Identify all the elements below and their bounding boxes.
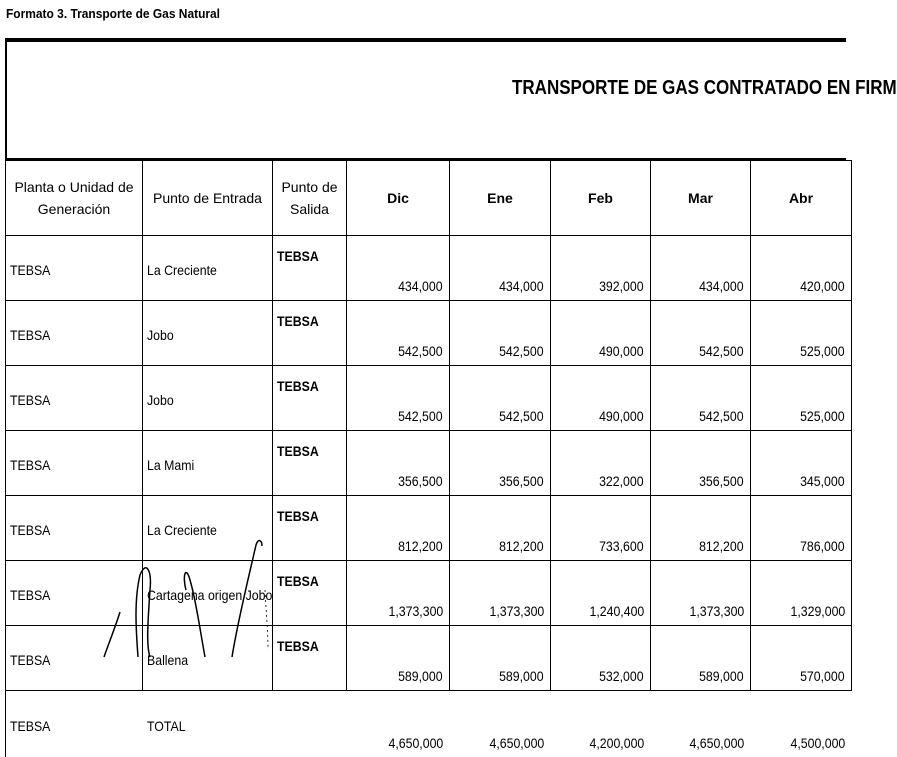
cell-value xyxy=(751,301,852,366)
cell-value xyxy=(651,496,751,561)
cell-value xyxy=(450,626,551,691)
total-empty xyxy=(273,691,347,757)
cell-value xyxy=(651,366,751,431)
total-value xyxy=(751,691,852,757)
cell-value xyxy=(450,366,551,431)
cell-planta xyxy=(6,236,143,301)
cell-value xyxy=(751,496,852,561)
cell-value-text: 542,500 xyxy=(499,343,544,359)
total-planta-text: TEBSA xyxy=(10,718,50,734)
cell-planta xyxy=(6,496,143,561)
cell-value-text: 589,000 xyxy=(699,668,744,684)
table-row xyxy=(6,431,852,496)
cell-value xyxy=(347,301,450,366)
cell-value-text: 1,240,400 xyxy=(589,603,644,619)
cell-planta xyxy=(6,431,143,496)
total-planta xyxy=(6,691,143,757)
cell-value-text: 589,000 xyxy=(499,668,544,684)
cell-value-text: 542,500 xyxy=(499,408,544,424)
table-row xyxy=(6,561,852,626)
cell-value-text: 589,000 xyxy=(398,668,443,684)
cell-value xyxy=(347,236,450,301)
cell-value-text: 570,000 xyxy=(800,668,845,684)
header-dic: Dic xyxy=(347,161,450,236)
cell-salida xyxy=(273,366,347,431)
header-entrada: Punto de Entrada xyxy=(143,161,273,236)
cell-entrada-text: Cartagena origen Jobo xyxy=(147,587,272,603)
header-ene: Ene xyxy=(450,161,551,236)
cell-value xyxy=(347,626,450,691)
cell-value-text: 1,373,300 xyxy=(489,603,544,619)
header-abr: Abr xyxy=(751,161,852,236)
cell-value xyxy=(551,626,651,691)
cell-value xyxy=(651,236,751,301)
total-value-text: 4,650,000 xyxy=(388,735,443,751)
cell-value xyxy=(751,366,852,431)
cell-salida xyxy=(273,301,347,366)
cell-entrada-text: Ballena xyxy=(147,652,188,668)
cell-entrada xyxy=(143,236,273,301)
cell-value xyxy=(751,626,852,691)
cell-salida-text: TEBSA xyxy=(277,638,319,654)
cell-value-text: 525,000 xyxy=(800,343,845,359)
total-value xyxy=(347,691,450,757)
cell-value-text: 345,000 xyxy=(800,473,845,489)
table-row xyxy=(6,236,852,301)
cell-value-text: 542,500 xyxy=(699,343,744,359)
cell-value xyxy=(651,431,751,496)
cell-salida-text: TEBSA xyxy=(277,508,319,524)
cell-salida-text: TEBSA xyxy=(277,378,319,394)
header-row xyxy=(6,161,852,236)
cell-planta xyxy=(6,626,143,691)
cell-salida xyxy=(273,431,347,496)
cell-value-text: 434,000 xyxy=(499,278,544,294)
header-mar: Mar xyxy=(651,161,751,236)
cell-value-text: 786,000 xyxy=(800,538,845,554)
total-label xyxy=(143,691,273,757)
cell-entrada xyxy=(143,301,273,366)
cell-value xyxy=(347,561,450,626)
total-value xyxy=(651,691,751,757)
cell-value-text: 812,200 xyxy=(699,538,744,554)
cell-planta-text: TEBSA xyxy=(10,587,50,603)
cell-value xyxy=(651,301,751,366)
cell-salida-text: TEBSA xyxy=(277,313,319,329)
cell-value-text: 1,329,000 xyxy=(790,603,845,619)
cell-value-text: 1,373,300 xyxy=(388,603,443,619)
cell-salida xyxy=(273,236,347,301)
cell-planta xyxy=(6,366,143,431)
cell-value xyxy=(450,496,551,561)
total-value xyxy=(450,691,551,757)
cell-salida-text: TEBSA xyxy=(277,443,319,459)
total-label-text: TOTAL xyxy=(147,718,186,734)
cell-value-text: 434,000 xyxy=(699,278,744,294)
cell-value xyxy=(551,561,651,626)
cell-value-text: 420,000 xyxy=(800,278,845,294)
total-value-text: 4,650,000 xyxy=(489,735,544,751)
cell-value-text: 356,500 xyxy=(699,473,744,489)
cell-salida xyxy=(273,626,347,691)
cell-entrada-text: Jobo xyxy=(147,327,174,343)
cell-value-text: 1,373,300 xyxy=(689,603,744,619)
cell-value-text: 322,000 xyxy=(599,473,644,489)
cell-value xyxy=(347,431,450,496)
cell-planta xyxy=(6,301,143,366)
cell-planta-text: TEBSA xyxy=(10,457,50,473)
cell-salida xyxy=(273,496,347,561)
cell-value-text: 392,000 xyxy=(599,278,644,294)
cell-planta-text: TEBSA xyxy=(10,262,50,278)
gas-transport-table xyxy=(5,160,852,757)
header-feb: Feb xyxy=(551,161,651,236)
cell-entrada xyxy=(143,431,273,496)
cell-value xyxy=(751,431,852,496)
cell-value-text: 356,500 xyxy=(398,473,443,489)
cell-value xyxy=(450,431,551,496)
cell-entrada-text: La Creciente xyxy=(147,522,217,538)
cell-value-text: 356,500 xyxy=(499,473,544,489)
cell-salida-text: TEBSA xyxy=(277,248,319,264)
total-value-text: 4,200,000 xyxy=(589,735,644,751)
cell-entrada xyxy=(143,626,273,691)
cell-planta-text: TEBSA xyxy=(10,652,50,668)
cell-value xyxy=(450,301,551,366)
total-row xyxy=(6,691,852,757)
cell-value-text: 532,000 xyxy=(599,668,644,684)
cell-entrada xyxy=(143,496,273,561)
cell-planta-text: TEBSA xyxy=(10,522,50,538)
cell-entrada-text: Jobo xyxy=(147,392,174,408)
cell-planta-text: TEBSA xyxy=(10,392,50,408)
cell-salida-text: TEBSA xyxy=(277,573,319,589)
cell-value-text: 542,500 xyxy=(398,343,443,359)
document-title: Formato 3. Transporte de Gas Natural xyxy=(6,6,220,21)
total-value-text: 4,500,000 xyxy=(790,735,845,751)
cell-value xyxy=(450,561,551,626)
cell-planta-text: TEBSA xyxy=(10,327,50,343)
header-planta: Planta o Unidad de Generación xyxy=(6,161,143,236)
cell-value-text: 812,200 xyxy=(499,538,544,554)
cell-value-text: 490,000 xyxy=(599,343,644,359)
table-row xyxy=(6,301,852,366)
cell-value xyxy=(651,626,751,691)
cell-value-text: 542,500 xyxy=(699,408,744,424)
table-row xyxy=(6,496,852,561)
cell-value xyxy=(450,236,551,301)
total-value-text: 4,650,000 xyxy=(689,735,744,751)
table-row xyxy=(6,626,852,691)
cell-value xyxy=(347,496,450,561)
cell-planta xyxy=(6,561,143,626)
table-row xyxy=(6,366,852,431)
cell-entrada-text: La Mami xyxy=(147,457,194,473)
cell-value xyxy=(651,561,751,626)
cell-entrada-text: La Creciente xyxy=(147,262,217,278)
total-value xyxy=(551,691,651,757)
cell-value xyxy=(551,236,651,301)
cell-value xyxy=(551,301,651,366)
cell-value-text: 525,000 xyxy=(800,408,845,424)
section-banner: TRANSPORTE DE GAS CONTRATADO EN FIRM xyxy=(512,77,897,100)
header-salida: Punto de Salida xyxy=(273,161,347,236)
cell-entrada xyxy=(143,561,273,626)
cell-salida xyxy=(273,561,347,626)
cell-value-text: 434,000 xyxy=(398,278,443,294)
cell-entrada xyxy=(143,366,273,431)
cell-value xyxy=(551,366,651,431)
cell-value-text: 542,500 xyxy=(398,408,443,424)
cell-value xyxy=(551,496,651,561)
cell-value xyxy=(751,561,852,626)
cell-value-text: 733,600 xyxy=(599,538,644,554)
cell-value-text: 490,000 xyxy=(599,408,644,424)
cell-value xyxy=(751,236,852,301)
cell-value-text: 812,200 xyxy=(398,538,443,554)
cell-value xyxy=(551,431,651,496)
cell-value xyxy=(347,366,450,431)
